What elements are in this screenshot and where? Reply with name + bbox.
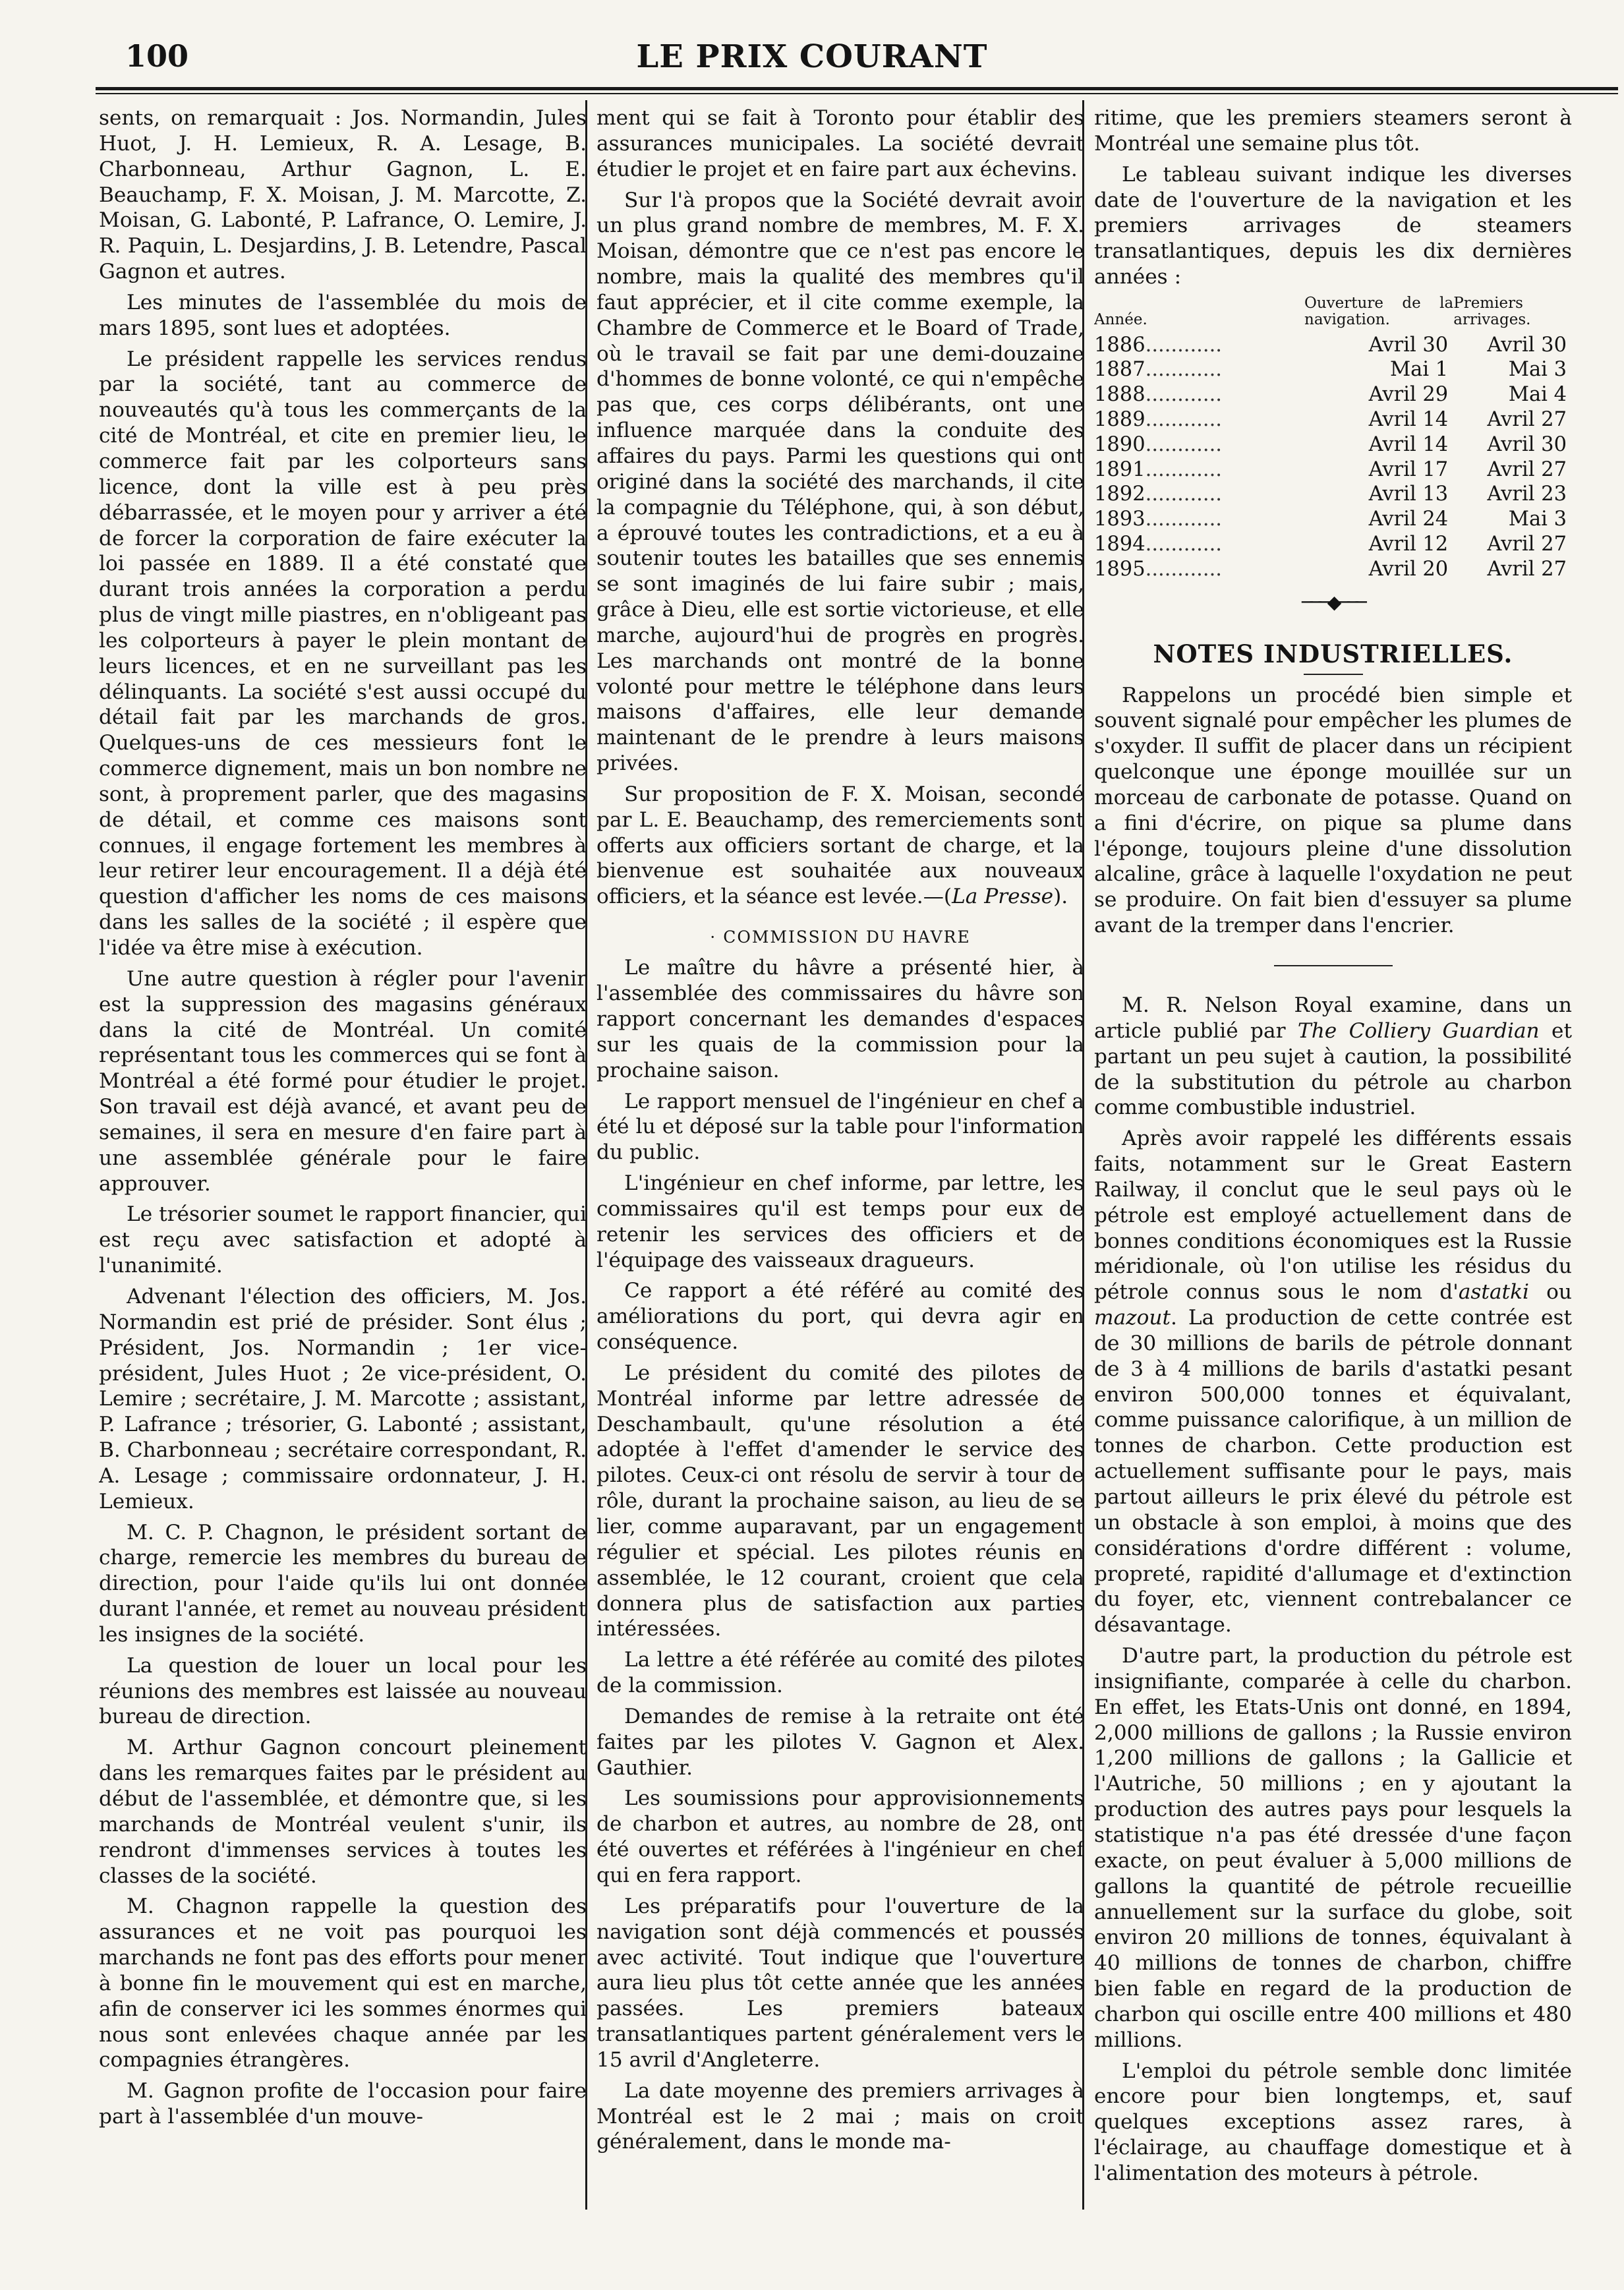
arrival-date-cell: Avril 27 — [1487, 457, 1567, 481]
paragraph: M. Chagnon rappelle la question des assurances et ne voit pas pourquoi les marchands ne font pas des efforts pour mener à bonne fin le mouvement qui est en marche, afin de conserver ici les sommes énormes qui nous sont enlevées chaque année par les compagnies étrangères. — [99, 1894, 587, 2072]
table-body — [1094, 333, 1572, 582]
paragraph: L'emploi du pétrole semble donc limitée encore pour bien longtemps, et, sauf quelques exceptions assez rares, à l'éclairage, au chauffage domestique et à l'alimentation des moteurs à pétrole. — [1094, 2059, 1572, 2185]
year-value: 1889 — [1094, 407, 1146, 431]
paragraph: Le maître du hâvre a présenté hier, à l'assemblée des commissaires du hâvre son rapport concernant les demandes d'espaces sur les quais de la commission pour la prochaine saison. — [596, 956, 1084, 1082]
year-cell — [1094, 482, 1304, 507]
header-rule-thin — [96, 93, 1618, 94]
leader-dots: ............ — [1145, 483, 1222, 506]
column-3 — [1094, 105, 1572, 2202]
journal-title: LE PRIX COURANT — [636, 38, 988, 75]
paragraph: Une autre question à régler pour l'avenir est la suppression des magasins généraux dans la cité de Montréal. Un comité représentant tous les commerces qui se font à Montréal a été formé pour étudier le projet. Son travail est déjà avancé, et avant peu de semaines, il sera en mesure d'en faire part à une assemblée générale pour le faire approuver. — [99, 966, 587, 1196]
paragraph: Advenant l'élection des officiers, M. Jos. Normandin est prié de présider. Sont élus ; Président, Jos. Normandin ; 1er vice-président, Jules Huot ; 2e vice-président, O. Lemire ; secrétaire, J. M. Marcotte ; assistant, P. Lafrance ; trésorier, G. Labonté ; assistant, B. Charbonneau ; secrétaire correspondant, R. A. Lesage ; commissaire ordonnateur, J. H. Lemieux. — [99, 1284, 587, 1513]
year-value: 1886 — [1094, 333, 1146, 357]
paragraph: Le trésorier soumet le rapport financier, qui est reçu avec satisfaction et adopté à l'unanimité. — [99, 1202, 587, 1278]
table-row — [1094, 507, 1572, 532]
conjunction: ou — [1528, 1280, 1572, 1305]
column-header-year: Année. — [1094, 311, 1147, 329]
section-rule — [1274, 965, 1393, 966]
paragraph: La question de louer un local pour les réunions des membres est laissée au nouveau bureau de direction. — [99, 1653, 587, 1729]
table-row — [1094, 407, 1572, 432]
ornament-divider: ───◆─── — [1302, 591, 1364, 613]
paragraph: M. Arthur Gagnon concourt pleinement dans les remarques faites par le président au début de l'assemblée, et démontre que, si les marchands de Montréal veulent s'unir, ils rendront d'immenses services à toutes les classes de la société. — [99, 1736, 587, 1888]
presse-lead: Sur proposition de F. X. Moisan, secondé par L. E. Beauchamp, des remerciements sont offerts aux officiers sortant de charge, et la bienvenue est souhaitée aux nouveaux officiers, et la séance est levée.—( — [596, 782, 1084, 909]
paragraph — [596, 782, 1084, 910]
opening-date-cell: Avril 17 — [1368, 457, 1449, 481]
year-cell — [1094, 507, 1304, 532]
arrival-date-cell: Avril 27 — [1487, 533, 1567, 556]
arrival-date-cell: Mai 3 — [1508, 508, 1567, 531]
opening-date-cell: Mai 1 — [1389, 358, 1449, 382]
year-value: 1890 — [1094, 432, 1146, 456]
year-value: 1888 — [1094, 383, 1146, 407]
year-cell — [1094, 382, 1304, 407]
year-value: 1895 — [1094, 557, 1146, 581]
opening-date-cell: Avril 30 — [1368, 333, 1449, 357]
paragraph: L'ingénieur en chef informe, par lettre, les commissaires qu'il est temps pour eux de retenir les services des officiers et de l'équipage des vaisseaux dragueurs. — [596, 1171, 1084, 1272]
opening-date-cell: Avril 13 — [1368, 483, 1449, 506]
opening-date-cell: Avril 29 — [1368, 383, 1449, 407]
paragraph: ment qui se fait à Toronto pour établir des assurances municipales. La société devrait étudier le projet et en faire part aux échevins. — [596, 106, 1084, 181]
leader-dots: ............ — [1145, 557, 1222, 581]
paragraph: Ce rapport a été référé au comité des améliorations du port, qui devra agir en conséquence. — [596, 1279, 1084, 1355]
year-value: 1894 — [1094, 533, 1146, 556]
paragraph: Les préparatifs pour l'ouverture de la navigation sont déjà commencés et poussés avec activité. Tout indique que l'ouverture aura lieu plus tôt cette année que les années passées. Les premiers bateaux transatlantiques partent généralement vers le 15 avril d'Angleterre. — [596, 1894, 1084, 2072]
opening-date-cell: Avril 24 — [1368, 508, 1449, 531]
table-row — [1094, 457, 1572, 483]
section-heading: · COMMISSION DU HAVRE — [710, 927, 971, 947]
arrival-date-cell: Mai 4 — [1508, 383, 1567, 407]
paragraph: Le tableau suivant indique les diverses date de l'ouverture de la navigation et les premiers arrivages de steamers transatlantiques, depuis les dix dernières années : — [1094, 162, 1572, 289]
year-cell — [1094, 333, 1304, 358]
astatki-tail: . La production de cette contrée est de 30 millions de barils de pétrole donnant de 3 à 4 millions de barils d'astatki pesant environ 500,000 tonnes et équivalant, comme puissance calorifique, à un million de tonnes de charbon. Cette production est actuellement suffisante pour le pays, mais partout ailleurs le prix élevé du pétrole est un obstacle à son emploi, à moins que des considérations d'ordre différent : volume, propreté, rapidité d'allumage et d'extinction du foyer, etc, viennent contrebalancer ce désavantage. — [1094, 1306, 1572, 1637]
source-citation: The Colliery Guardian — [1297, 1018, 1540, 1043]
table-row — [1094, 482, 1572, 507]
arrival-date-cell: Avril 27 — [1487, 407, 1567, 431]
paragraph: Rappelons un procédé bien simple et souvent signalé pour empêcher les plumes de s'oxyder. Il suffit de placer dans un récipient quelconque une éponge mouillée sur un morceau de carbonate de potasse. Quand on a fini d'écrire, on pique sa plume dans l'éponge, toujours pleine d'une dissolution alcaline, grâce à laquelle l'oxydation ne peut se produire. On fait bien d'essuyer sa plume avant de la tremper dans l'encrier. — [1094, 683, 1572, 938]
opening-date-cell: Avril 14 — [1368, 432, 1449, 456]
leader-dots: ............ — [1145, 407, 1222, 431]
table-row — [1094, 557, 1572, 582]
table-row — [1094, 532, 1572, 557]
paragraph: Demandes de remise à la retraite ont été faites par les pilotes V. Gagnon et Alex. Gauthier. — [596, 1704, 1084, 1780]
year-cell — [1094, 457, 1304, 483]
column-2 — [596, 105, 1084, 2202]
year-cell — [1094, 432, 1304, 457]
paragraph — [1094, 993, 1572, 1121]
year-cell — [1094, 532, 1304, 557]
paragraph: M. Gagnon profite de l'occasion pour faire part à l'assemblée d'un mouve- — [99, 2079, 587, 2129]
table-row — [1094, 357, 1572, 382]
paragraph: Les minutes de l'assemblée du mois de mars 1895, sont lues et adoptées. — [99, 290, 587, 340]
arrival-date-cell: Mai 3 — [1508, 358, 1567, 382]
column-1 — [99, 105, 587, 2202]
arrival-date-cell: Avril 30 — [1487, 333, 1567, 357]
colliery-lead: M. R. Nelson Royal examine, dans un article publié par — [1094, 993, 1572, 1043]
term-mazout: mazout — [1094, 1306, 1171, 1330]
opening-date-cell: Avril 20 — [1368, 557, 1449, 581]
arrival-date-cell: Avril 23 — [1487, 483, 1567, 506]
opening-date-cell: Avril 12 — [1368, 533, 1449, 556]
arrival-date-cell: Avril 27 — [1487, 557, 1567, 581]
term-astatki: astatki — [1458, 1280, 1529, 1305]
paragraph: ritime, que les premiers steamers seront à Montréal une semaine plus tôt. — [1094, 106, 1572, 156]
leader-dots: ............ — [1145, 333, 1222, 357]
column-header-arrival: Premiers arrivages. — [1453, 294, 1531, 329]
year-cell — [1094, 357, 1304, 382]
paragraph: La lettre a été référée au comité des pilotes de la commission. — [596, 1648, 1084, 1698]
year-value: 1893 — [1094, 508, 1146, 531]
year-value: 1887 — [1094, 358, 1146, 382]
paragraph: Le président du comité des pilotes de Montréal informe par lettre adressée de Deschambault, qu'une résolution a été adoptée à l'effet d'amender le service des pilotes. Ceux-ci ont résolu de servir à tour de rôle, durant la prochaine saison, au lieu de se lier, comme auparavant, par un engagement régulier et spécial. Les pilotes réunis en assemblée, le 12 courant, croient que cela donnera plus de satisfaction aux parties intéressées. — [596, 1361, 1084, 1641]
leader-dots: ............ — [1145, 457, 1222, 481]
arrival-date-cell: Avril 30 — [1487, 432, 1567, 456]
year-value: 1891 — [1094, 457, 1146, 481]
presse-tail: ). — [1053, 885, 1068, 909]
table-row — [1094, 382, 1572, 407]
astatki-lead: Après avoir rappelé les différents essais faits, notamment sur le Great Eastern Railway, il conclut que le seul pays où le pétrole est employé actuellement dans de bonnes conditions économiques est la Russie méridionale, où l'on utilise les résidus du pétrole connus sous le nom d' — [1094, 1127, 1572, 1305]
paragraph: La date moyenne des premiers arrivages à Montréal est le 2 mai ; mais on croit généralement, dans le monde ma- — [596, 2078, 1084, 2154]
paragraph: Sur l'à propos que la Société devrait avoir un plus grand nombre de membres, M. F. X. Moisan, démontre que ce n'est pas encore le nombre, mais la qualité des membres qu'il faut apprécier, et il cite comme exemple, la Chambre de Commerce et le Board of Trade, où le travail se fait par une demi-douzaine d'hommes de bonne volonté, ce qui n'empêche pas que, ces corps délibérants, ont une influence marquée dans la conduite des affaires du pays. Parmi les questions qui ont originé dans la société des marchands, il cite la compagnie du Téléphone, qui, à son début, a éprouvé toutes les contradictions, et a eu à soutenir toutes les batailles que ses ennemis se sont imaginés de lui faire subir ; mais, grâce à Dieu, elle est sortie victorieuse, et elle marche, aujourd'hui de progrès en progrès. Les marchands ont montré de la bonne volonté pour mettre le téléphone dans leurs maisons d'affaires, elle leur demande maintenant de le prendre à leurs maisons privées. — [596, 188, 1084, 776]
year-value: 1892 — [1094, 483, 1146, 506]
section-title: NOTES INDUSTRIELLES. — [1153, 639, 1513, 669]
paragraph: Les soumissions pour approvisionnements de charbon et autres, au nombre de 28, ont été ouvertes et référées à l'ingénieur en chef qui en fera rapport. — [596, 1786, 1084, 1887]
year-cell — [1094, 407, 1304, 432]
table-row — [1094, 333, 1572, 358]
paragraph: Le président rappelle les services rendus par la société, tant au commerce de nouveautés qu'à tous les commerçants de la cité de Montréal, et cite en premier lieu, le commerce fait par les colporteurs sans licence, dont la ville est à peu près débarrassée, et le moyen pour y arriver a été de forcer la corporation de faire exécuter la loi passée en 1889. Il a été constaté que durant trois années la corporation a perdu plus de vingt mille piastres, en n'obligeant pas les colporteurs à payer le plein montant de leurs licences, et en ne surveillant pas les délinquants. La société s'est aussi occupé du détail fait par les marchands de gros. Quelques-uns de ces messieurs font le commerce dignement, mais un bon nombre ne sont, à proprement parler, que des magasins de détail, et comme ces maisons sont connues, il engage fortement les membres à leur retirer leur encouragement. Il a déjà été question d'afficher les noms de ces maisons dans les salles de la société ; il espère que l'idée va être mise à exécution. — [99, 347, 587, 960]
paragraph: M. C. P. Chagnon, le président sortant de charge, remercie les membres du bureau de direction, pour l'aide qu'ils lui ont donnée durant l'année, et remet au nouveau président les insignes de la société. — [99, 1520, 587, 1647]
source-citation: La Presse — [952, 885, 1054, 909]
leader-dots: ............ — [1145, 432, 1222, 456]
opening-date-cell: Avril 14 — [1368, 407, 1449, 431]
paragraph: Le rapport mensuel de l'ingénieur en chef a été lu et déposé sur la table pour l'information du public. — [596, 1089, 1084, 1165]
year-cell — [1094, 557, 1304, 582]
leader-dots: ............ — [1145, 533, 1222, 556]
leader-dots: ............ — [1145, 383, 1222, 407]
table-header-row — [1094, 295, 1572, 333]
header-rule — [96, 87, 1618, 90]
paragraph: D'autre part, la production du pétrole est insignifiante, comparée à celle du charbon. En effet, les Etats-Unis ont donné, en 1894, 2,000 millions de gallons ; la Russie environ 1,200 millions de gallons ; la Gallicie et l'Autriche, 50 millions ; en y ajoutant la production des autres pays pour lesquels la statistique n'a pas été dressée d'une façon exacte, on peut évaluer à 5,000 millions de gallons la quantité de pétrole recueillie annuellement sur la surface du globe, soit environ 20 millions de tonnes, équivalant à 40 millions de tonnes de charbon, chiffre bien fable en regard de la production de charbon qui oscille entre 400 millions et 480 millions. — [1094, 1644, 1572, 2052]
paragraph: sents, on remarquait : Jos. Normandin, Jules Huot, J. H. Lemieux, R. A. Lesage, B. Charbonneau, Arthur Gagnon, L. E. Beauchamp, F. X. Moisan, J. M. Marcotte, Z. Moisan, G. Labonté, P. Lafrance, O. Lemire, J. R. Paquin, L. Desjardins, J. B. Letendre, Pascal Gagnon et autres. — [99, 106, 587, 284]
navigation-table — [1094, 295, 1572, 582]
title-rule — [1304, 674, 1363, 675]
leader-dots: ............ — [1145, 358, 1222, 382]
table-row — [1094, 432, 1572, 457]
column-header-opening: Ouverture de la navigation. — [1304, 294, 1454, 329]
colliery-tail: et partant un peu sujet à caution, la possibilité de la substitution du pétrole au charbon comme combustible industriel. — [1094, 1018, 1572, 1120]
page-number: 100 — [125, 38, 189, 74]
paragraph — [1094, 1126, 1572, 1638]
leader-dots: ............ — [1145, 508, 1222, 531]
